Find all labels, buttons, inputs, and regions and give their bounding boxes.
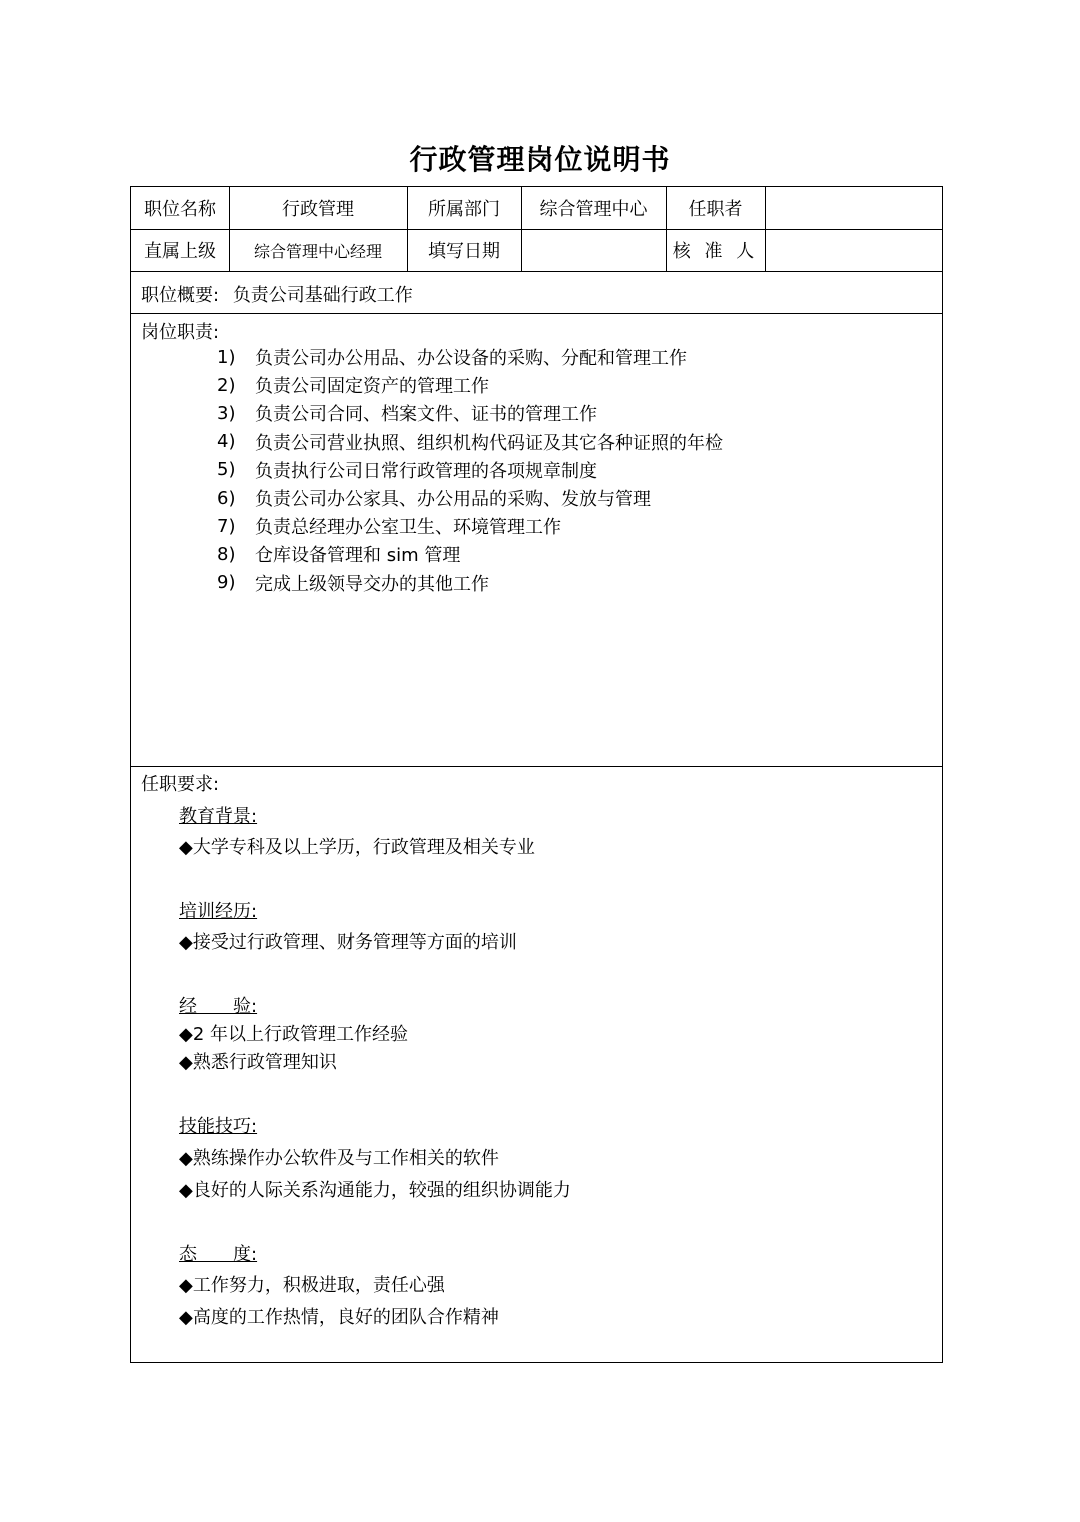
position-name-value: 行政管理	[282, 199, 354, 220]
list-item	[217, 399, 723, 427]
approver-label: 核 准 人	[672, 241, 759, 262]
list-item: ◆ 良好的人际关系沟通能力，较强的组织协调能力	[179, 1176, 571, 1202]
attitude-heading: 态 度:	[179, 1244, 258, 1265]
duty-number: 3)	[217, 402, 236, 424]
list-item: ◆ 熟练操作办公软件及与工作相关的软件	[179, 1144, 499, 1170]
list-item	[217, 484, 723, 512]
row-divider	[131, 766, 942, 767]
duty-text: 负责公司合同、档案文件、证书的管理工作	[255, 404, 597, 426]
duty-number: 5)	[217, 459, 236, 481]
training-heading: 培训经历:	[179, 901, 258, 922]
list-item	[217, 343, 723, 371]
summary-row	[141, 281, 413, 307]
summary-text: 负责公司基础行政工作	[232, 285, 413, 306]
duty-number: 8)	[217, 543, 236, 565]
list-item	[217, 371, 723, 399]
duty-number: 1)	[217, 346, 236, 368]
duties-list	[217, 343, 723, 597]
requirements-label: 任职要求:	[141, 774, 220, 795]
supervisor-value: 综合管理中心经理	[253, 241, 382, 261]
row-divider	[131, 271, 942, 272]
duty-text: 完成上级领导交办的其他工作	[255, 573, 489, 595]
job-description-table	[130, 186, 943, 1363]
duty-number: 2)	[217, 374, 236, 396]
list-item: ◆ 熟悉行政管理知识	[179, 1048, 337, 1074]
fill-date-label: 填写日期	[428, 241, 500, 262]
summary-label: 职位概要:	[141, 285, 220, 306]
supervisor-label: 直属上级	[144, 241, 216, 262]
duty-text: 负责总经理办公室卫生、环境管理工作	[255, 517, 561, 539]
duty-number: 4)	[217, 431, 236, 453]
approver-value	[765, 229, 944, 271]
list-item: ◆ 高度的工作热情，良好的团队合作精神	[179, 1303, 499, 1329]
education-heading: 教育背景:	[179, 806, 258, 827]
list-item	[217, 428, 723, 456]
duty-number: 7)	[217, 515, 236, 537]
list-item	[217, 456, 723, 484]
page-title: 行政管理岗位说明书	[409, 143, 671, 176]
experience-heading: 经 验:	[179, 996, 258, 1017]
duty-text: 负责执行公司日常行政管理的各项规章制度	[255, 460, 597, 482]
duty-number: 6)	[217, 487, 236, 509]
position-name-label: 职位名称	[144, 199, 216, 220]
department-label: 所属部门	[428, 199, 500, 220]
list-item	[217, 512, 723, 540]
skills-heading: 技能技巧:	[179, 1116, 258, 1137]
duty-text: 负责公司办公家具、办公用品的采购、发放与管理	[255, 489, 651, 511]
list-item: ◆ 接受过行政管理、财务管理等方面的培训	[179, 928, 517, 954]
duty-text: 负责公司办公用品、办公设备的采购、分配和管理工作	[255, 348, 687, 370]
duties-label: 岗位职责:	[141, 322, 220, 343]
list-item: ◆ 大学专科及以上学历，行政管理及相关专业	[179, 833, 535, 859]
duty-text: 负责公司固定资产的管理工作	[255, 376, 489, 398]
holder-value	[765, 187, 944, 229]
holder-label: 任职者	[688, 199, 743, 220]
row-divider	[131, 313, 942, 314]
list-item: ◆ 2 年以上行政管理工作经验	[179, 1020, 408, 1046]
duty-text: 仓库设备管理和 sim 管理	[255, 545, 461, 567]
duty-number: 9)	[217, 572, 236, 594]
list-item	[217, 540, 723, 568]
duty-text: 负责公司营业执照、组织机构代码证及其它各种证照的年检	[255, 432, 723, 454]
list-item	[217, 569, 723, 597]
list-item: ◆ 工作努力，积极进取，责任心强	[179, 1271, 445, 1297]
fill-date-value	[521, 229, 666, 271]
department-value: 综合管理中心	[539, 199, 648, 220]
